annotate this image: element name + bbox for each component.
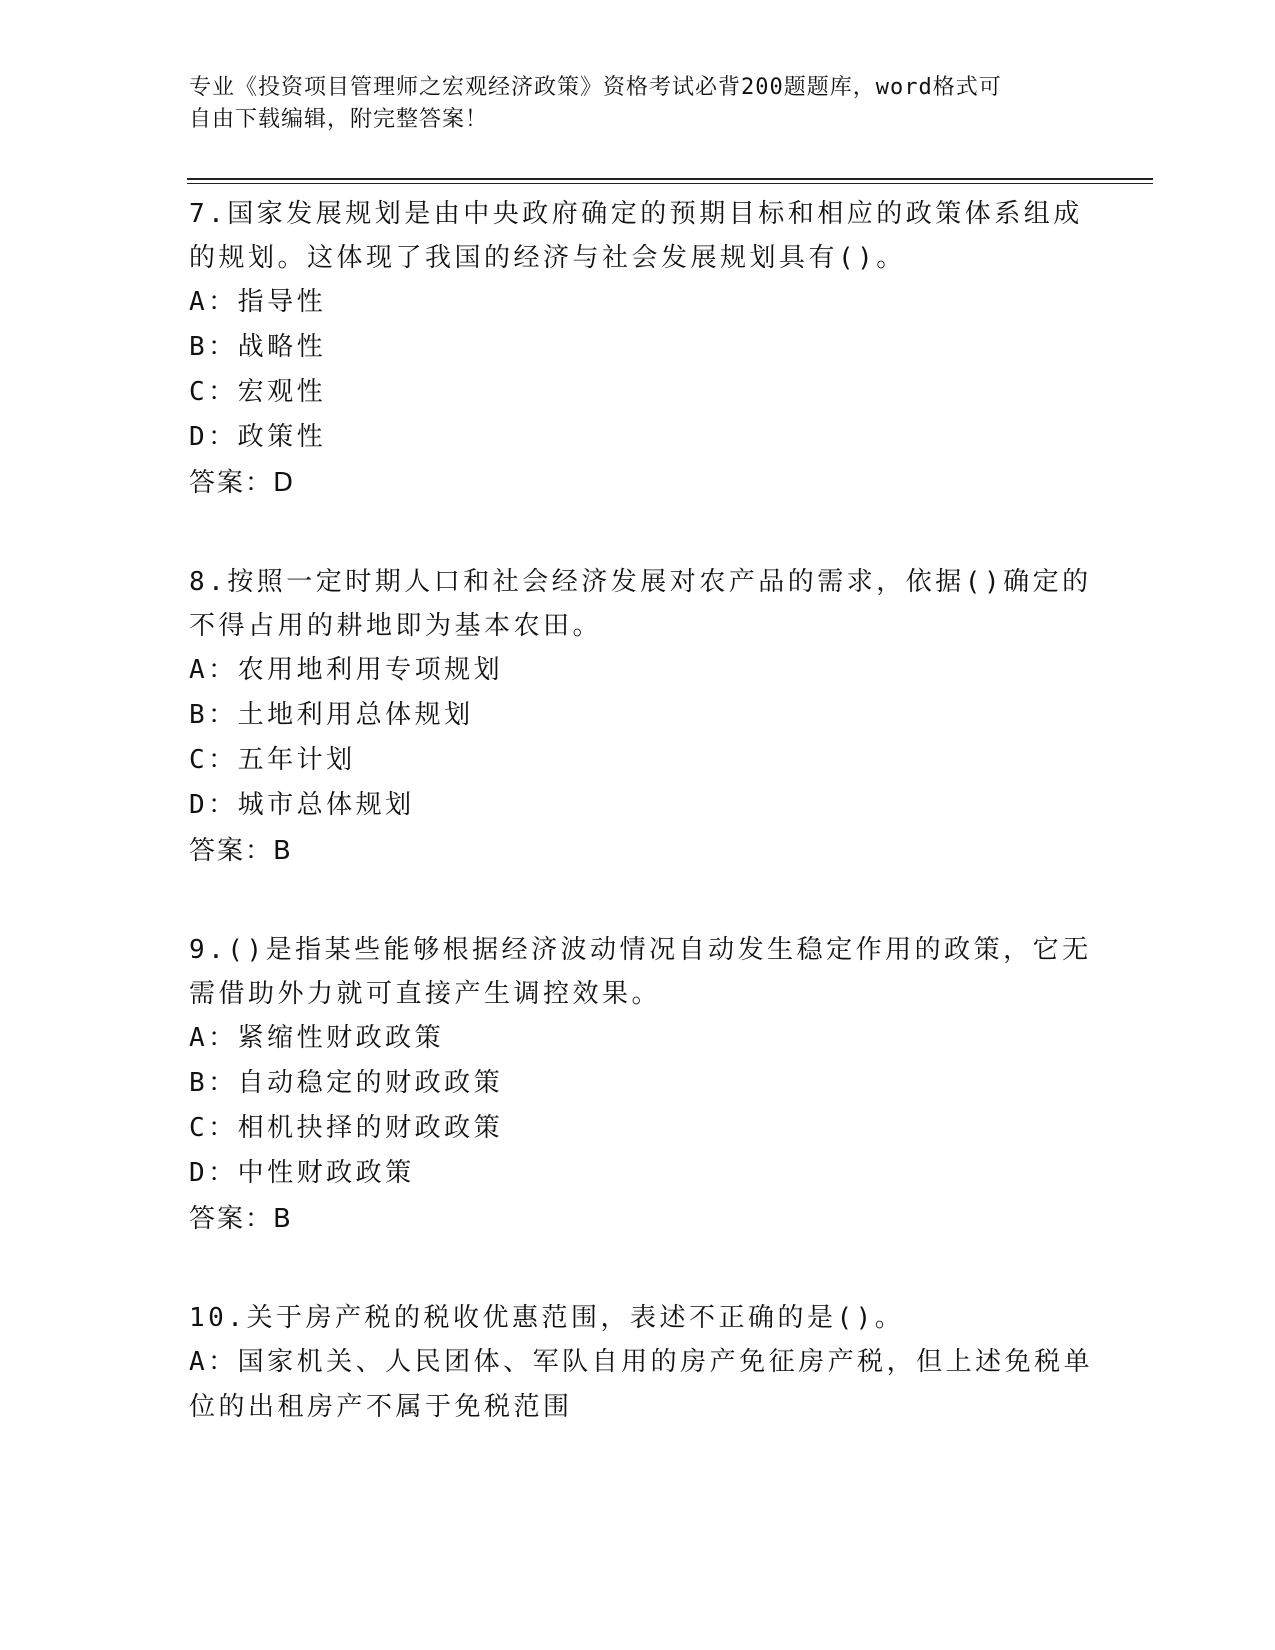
question-block-10 (189, 1296, 1099, 1430)
option-d: D：政策性 (189, 422, 327, 452)
option-b: B：自动稳定的财政政策 (189, 1068, 504, 1098)
question-text: 9.()是指某些能够根据经济波动情况自动发生稳定作用的政策，它无 (189, 935, 1092, 965)
option-c: C：五年计划 (189, 745, 356, 775)
option-a: A：农用地利用专项规划 (189, 655, 504, 685)
option-a-continued: 位的出租房产不属于免税范围 (189, 1392, 573, 1422)
option-c: C：宏观性 (189, 377, 327, 407)
option-b: B：战略性 (189, 332, 327, 362)
spacer (189, 1242, 1099, 1296)
question-block-8 (189, 560, 1099, 874)
option-d: D：城市总体规划 (189, 790, 415, 820)
spacer (189, 874, 1099, 928)
answer-label: 答案：D (189, 468, 296, 498)
question-list (189, 192, 1099, 1430)
option-a: A：指导性 (189, 287, 327, 317)
question-block-9 (189, 928, 1099, 1242)
header-line-2: 自由下载编辑，附完整答案！ (189, 107, 489, 132)
answer-label: 答案：B (189, 1204, 293, 1234)
header-divider (187, 178, 1153, 180)
option-c: C：相机抉择的财政政策 (189, 1113, 504, 1143)
spacer (189, 506, 1099, 560)
question-text: 7.国家发展规划是由中央政府确定的预期目标和相应的政策体系组成 (189, 199, 1083, 229)
header-line-1: 专业《投资项目管理师之宏观经济政策》资格考试必背200题题库，word格式可 (189, 75, 1002, 100)
option-b: B：土地利用总体规划 (189, 700, 474, 730)
question-text: 不得占用的耕地即为基本农田。 (189, 611, 603, 641)
option-a: A：国家机关、人民团体、军队自用的房产免征房产税，但上述免税单 (189, 1347, 1094, 1377)
header-divider-thin (187, 183, 1153, 184)
question-text: 的规划。这体现了我国的经济与社会发展规划具有()。 (189, 243, 906, 273)
question-text: 10.关于房产税的税收优惠范围，表述不正确的是()。 (189, 1303, 905, 1333)
document-header (189, 72, 1069, 136)
option-d: D：中性财政政策 (189, 1158, 415, 1188)
question-text: 需借助外力就可直接产生调控效果。 (189, 979, 662, 1009)
option-a: A：紧缩性财政政策 (189, 1023, 445, 1053)
question-text: 8.按照一定时期人口和社会经济发展对农产品的需求，依据()确定的 (189, 567, 1092, 597)
question-block-7 (189, 192, 1099, 506)
answer-label: 答案：B (189, 836, 293, 866)
